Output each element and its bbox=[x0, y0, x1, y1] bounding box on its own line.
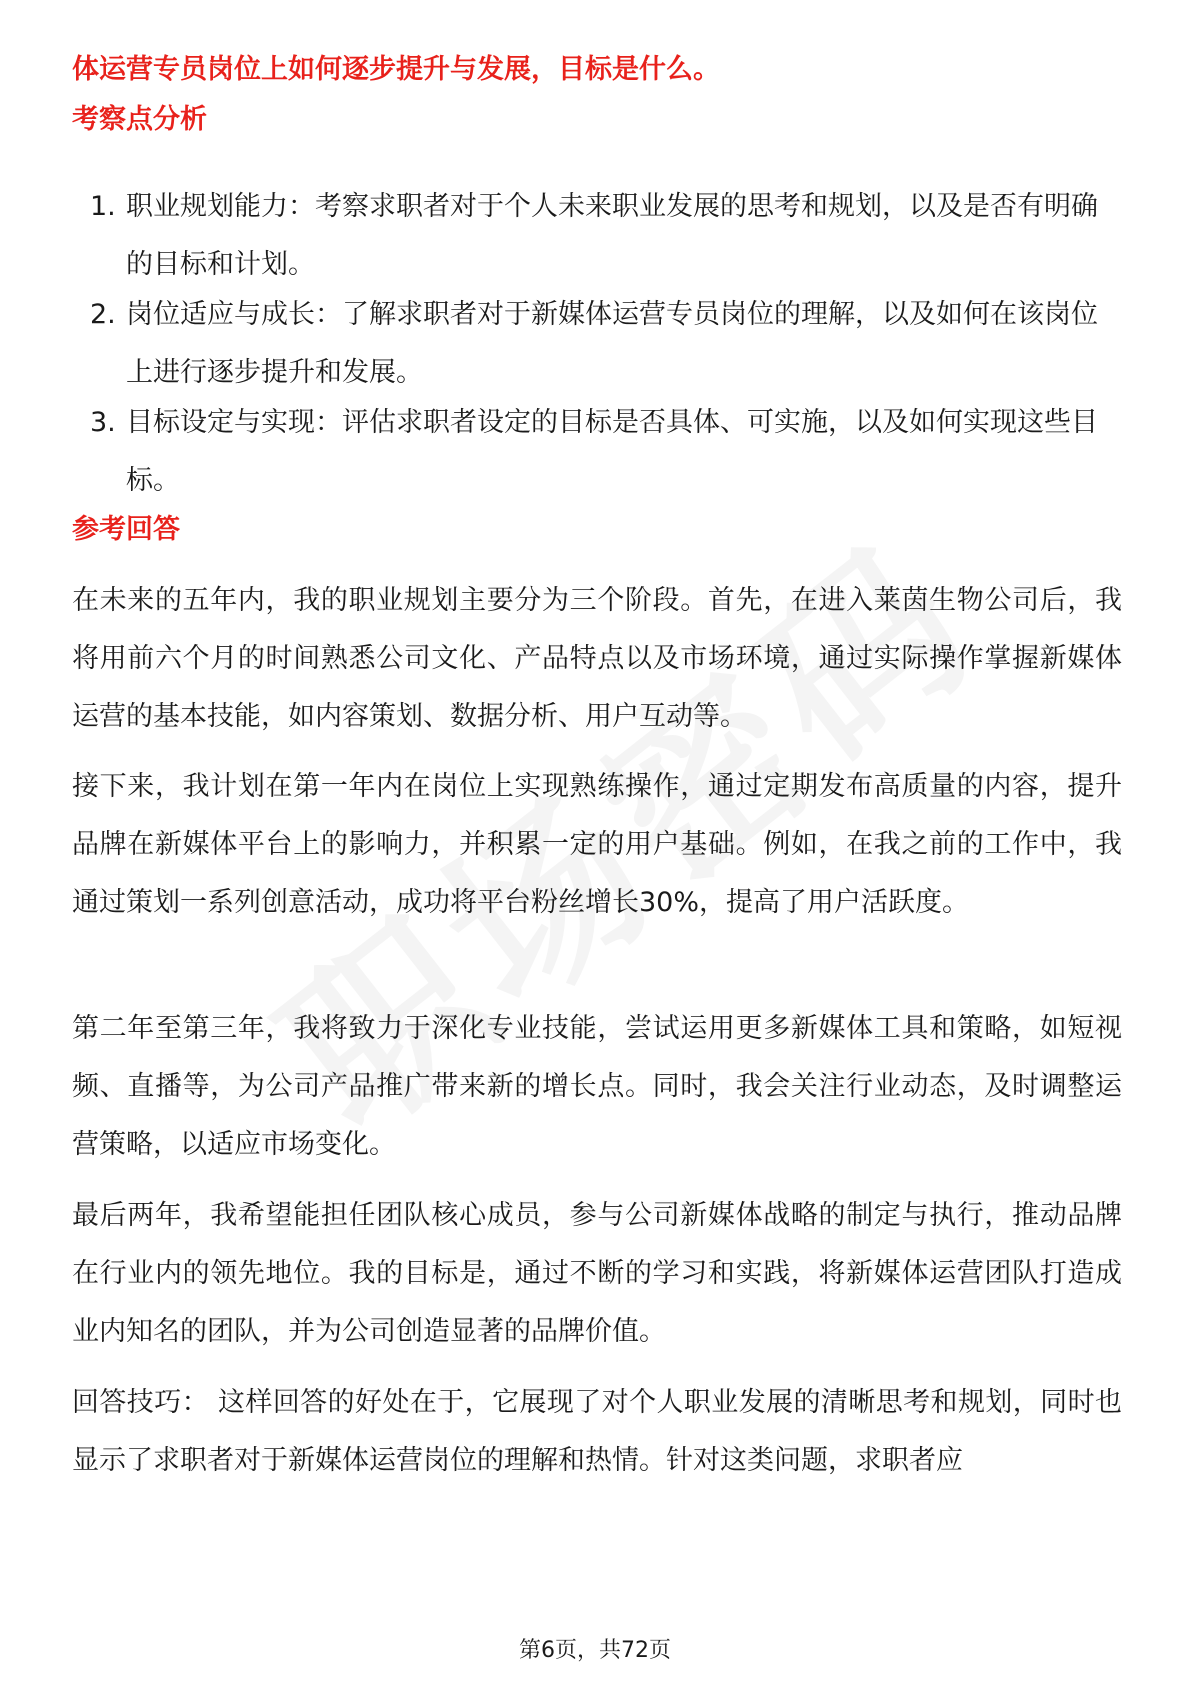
analysis-heading: 考察点分析 bbox=[72, 104, 207, 135]
list-number: 1. bbox=[90, 191, 116, 222]
answer-heading: 参考回答 bbox=[72, 514, 180, 545]
tips-paragraph: 回答技巧： 这样回答的好处在于，它展现了对个人职业发展的清晰思考和规划，同时也显示了求职者对于新媒体运营岗位的理解和热情。针对这类问题，求职者应 bbox=[72, 1387, 1122, 1476]
list-number: 2. bbox=[90, 299, 116, 330]
answer-paragraph: 在未来的五年内，我的职业规划主要分为三个阶段。首先，在进入莱茵生物公司后，我将用前六个月的时间熟悉公司文化、产品特点以及市场环境，通过实际操作掌握新媒体运营的基本技能，如内容策划、数据分析、用户互动等。 bbox=[72, 585, 1122, 732]
analysis-list bbox=[72, 178, 1122, 510]
list-item bbox=[72, 286, 1122, 402]
answer-paragraph: 接下来，我计划在第一年内在岗位上实现熟练操作，通过定期发布高质量的内容，提升品牌在新媒体平台上的影响力，并积累一定的用户基础。例如，在我之前的工作中，我通过策划一系列创意活动，成功将平台粉丝增长30%，提高了用户活跃度。 bbox=[72, 771, 1122, 918]
answer-paragraph: 第二年至第三年，我将致力于深化专业技能，尝试运用更多新媒体工具和策略，如短视频、直播等，为公司产品推广带来新的增长点。同时，我会关注行业动态，及时调整运营策略，以适应市场变化。 bbox=[72, 1013, 1122, 1160]
page-footer: 第6页，共72页 bbox=[519, 1638, 671, 1663]
question-title-line: 体运营专员岗位上如何逐步提升与发展，目标是什么。 bbox=[72, 54, 720, 85]
list-item-text: 目标设定与实现：评估求职者设定的目标是否具体、可实施，以及如何实现这些目标。 bbox=[126, 407, 1098, 496]
list-item-text: 职业规划能力：考察求职者对于个人未来职业发展的思考和规划，以及是否有明确的目标和计划。 bbox=[126, 191, 1098, 280]
answer-paragraph: 最后两年，我希望能担任团队核心成员，参与公司新媒体战略的制定与执行，推动品牌在行业内的领先地位。我的目标是，通过不断的学习和实践，将新媒体运营团队打造成业内知名的团队，并为公司创造显著的品牌价值。 bbox=[72, 1200, 1122, 1347]
list-item-text: 岗位适应与成长：了解求职者对于新媒体运营专员岗位的理解，以及如何在该岗位上进行逐步提升和发展。 bbox=[126, 299, 1098, 388]
list-number: 3. bbox=[90, 407, 116, 438]
list-item bbox=[72, 394, 1122, 510]
list-item bbox=[72, 178, 1122, 294]
